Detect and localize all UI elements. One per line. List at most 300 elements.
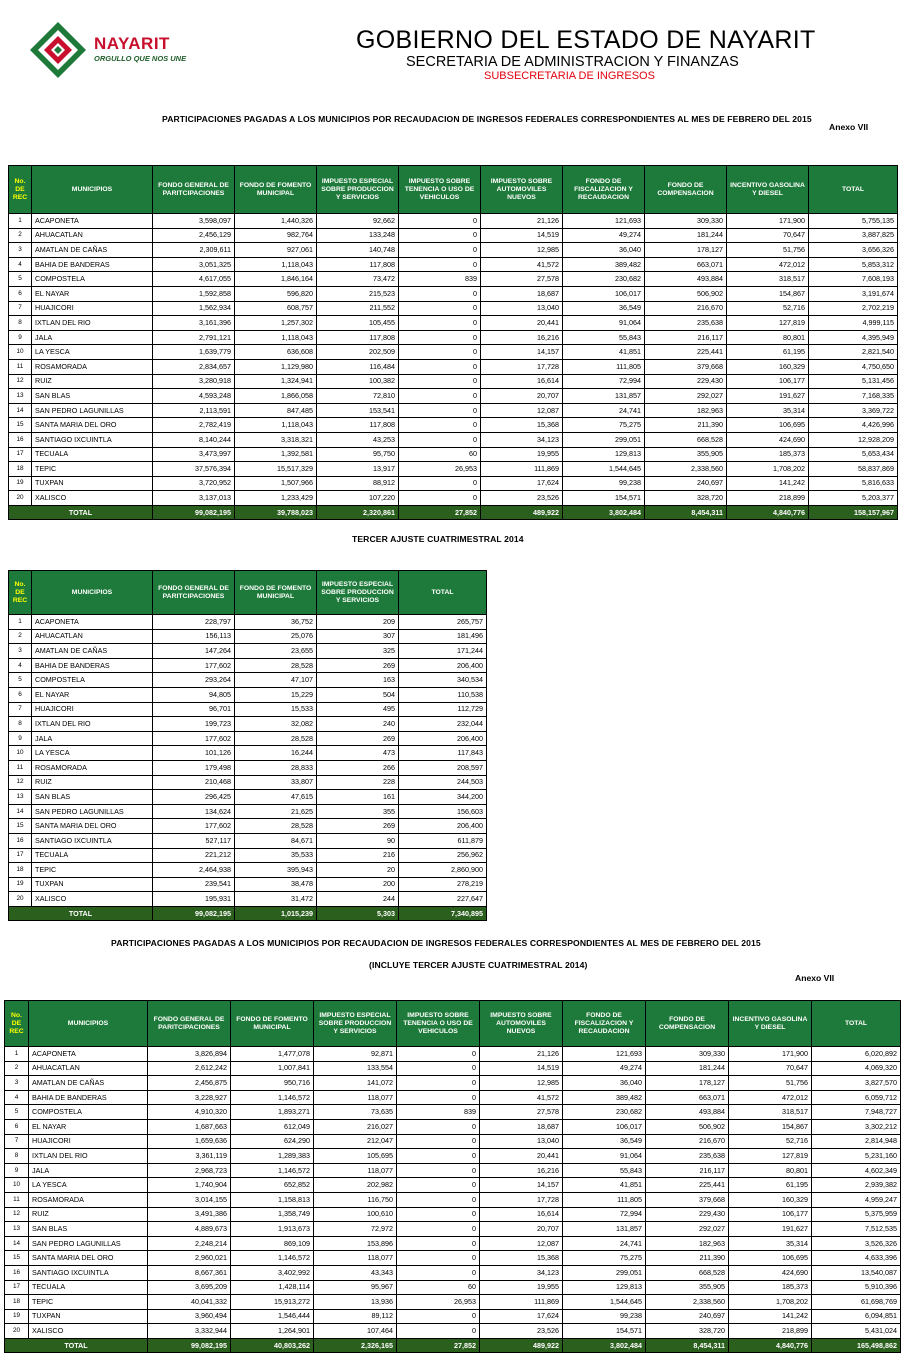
amount-cell: 1,129,980 [235,359,317,374]
amount-cell: 28,528 [235,658,317,673]
amount-cell: 612,049 [231,1119,314,1134]
column-header: FONDO DE COMPENSACION [645,166,727,214]
amount-cell: 153,896 [314,1236,397,1251]
amount-cell: 19,955 [481,447,563,462]
amount-cell: 80,801 [727,330,809,345]
amount-cell: 154,571 [563,1324,646,1339]
municipio-name: RUIZ [29,1207,148,1222]
row-number: 3 [5,1076,29,1091]
amount-cell: 26,953 [399,462,481,477]
row-number: 13 [9,389,32,404]
column-header: FONDO DE COMPENSACION [646,1001,729,1047]
amount-cell: 355,905 [646,1280,729,1295]
table-row [5,1309,901,1324]
table-row [9,892,487,907]
amount-cell: 216,117 [645,330,727,345]
amount-cell: 2,834,657 [153,359,235,374]
amount-cell: 215,523 [317,286,399,301]
table-row [9,257,898,272]
amount-cell: 0 [397,1236,480,1251]
amount-cell: 2,612,242 [148,1061,231,1076]
amount-cell: 4,889,673 [148,1222,231,1237]
row-number: 5 [9,272,32,287]
amount-cell: 3,473,997 [153,447,235,462]
amount-cell: 177,602 [153,819,235,834]
amount-cell: 0 [397,1178,480,1193]
amount-cell: 185,373 [729,1280,812,1295]
amount-cell: 8,140,244 [153,432,235,447]
amount-cell: 318,517 [727,272,809,287]
amount-cell: 17,728 [481,359,563,374]
amount-cell: 611,879 [399,833,487,848]
amount-cell: 216,670 [645,301,727,316]
amount-cell: 35,533 [235,848,317,863]
table-row [5,1119,901,1134]
table-row [9,790,487,805]
table-row [9,775,487,790]
amount-cell: 127,819 [727,316,809,331]
municipio-name: TEPIC [29,1295,148,1310]
row-number: 12 [5,1207,29,1222]
amount-cell: 107,220 [317,491,399,506]
amount-cell: 472,012 [727,257,809,272]
amount-cell: 240,697 [645,476,727,491]
amount-cell: 70,647 [727,228,809,243]
row-number: 15 [5,1251,29,1266]
municipio-name: JALA [32,731,153,746]
amount-cell: 89,112 [314,1309,397,1324]
amount-cell: 91,064 [563,1149,646,1164]
amount-cell: 112,729 [399,702,487,717]
amount-cell: 117,808 [317,330,399,345]
municipio-name: SAN BLAS [32,790,153,805]
amount-cell: 90 [317,833,399,848]
total-cell: 27,852 [397,1338,480,1353]
amount-cell: 3,302,212 [812,1119,901,1134]
municipio-name: SAN BLAS [32,389,153,404]
amount-cell: 80,801 [729,1163,812,1178]
amount-cell: 14,157 [481,345,563,360]
table-row [9,717,487,732]
amount-cell: 20,707 [480,1222,563,1237]
amount-cell: 35,314 [727,403,809,418]
amount-cell: 3,318,321 [235,432,317,447]
amount-cell: 0 [399,418,481,433]
amount-cell: 3,332,944 [148,1324,231,1339]
municipio-name: TUXPAN [29,1309,148,1324]
amount-cell: 266 [317,760,399,775]
amount-cell: 8,667,361 [148,1265,231,1280]
amount-cell: 256,962 [399,848,487,863]
amount-cell: 495 [317,702,399,717]
amount-cell: 95,967 [314,1280,397,1295]
amount-cell: 2,939,382 [812,1178,901,1193]
column-header: IMPUESTO SOBRE TENENCIA O USO DE VEHICULOS [397,1001,480,1047]
amount-cell: 70,647 [729,1061,812,1076]
amount-cell: 41,851 [563,1178,646,1193]
column-header: IMPUESTO ESPECIAL SOBRE PRODUCCION Y SERVICIOS [317,571,399,615]
amount-cell: 318,517 [729,1105,812,1120]
amount-cell: 1,158,813 [231,1192,314,1207]
amount-cell: 1,428,114 [231,1280,314,1295]
amount-cell: 210,468 [153,775,235,790]
amount-cell: 652,852 [231,1178,314,1193]
table-row [9,491,898,506]
amount-cell: 15,533 [235,702,317,717]
municipio-name: SANTIAGO IXCUINTLA [32,833,153,848]
amount-cell: 235,638 [646,1149,729,1164]
amount-cell: 100,382 [317,374,399,389]
amount-cell: 18,687 [481,286,563,301]
amount-cell: 17,624 [481,476,563,491]
municipio-name: AMATLAN DE CAÑAS [32,644,153,659]
row-number: 18 [5,1295,29,1310]
table-row [9,447,898,462]
amount-cell: 36,549 [563,301,645,316]
municipio-name: SANTA MARIA DEL ORO [29,1251,148,1266]
row-number: 16 [9,833,32,848]
amount-cell: 110,538 [399,687,487,702]
amount-cell: 121,693 [563,1047,646,1062]
row-number: 12 [9,775,32,790]
table-row [9,403,898,418]
amount-cell: 147,264 [153,644,235,659]
amount-cell: 0 [397,1265,480,1280]
amount-cell: 153,541 [317,403,399,418]
table-row [9,673,487,688]
amount-cell: 12,985 [481,243,563,258]
amount-cell: 141,072 [314,1076,397,1091]
amount-cell: 292,027 [646,1222,729,1237]
amount-cell: 49,274 [563,228,645,243]
row-number: 7 [9,702,32,717]
amount-cell: 216,670 [646,1134,729,1149]
amount-cell: 5,755,135 [809,214,898,229]
table-row [9,301,898,316]
total-cell: 3,802,484 [563,505,645,520]
municipio-name: HUAJICORI [29,1134,148,1149]
section1-title: PARTICIPACIONES PAGADAS A LOS MUNICIPIOS POR RECAUDACION DE INGRESOS FEDERALES CORRESPONDIENTES AL MES DE FEBRERO DEL 2015 [162,114,812,124]
amount-cell: 33,807 [235,775,317,790]
amount-cell: 6,020,892 [812,1047,901,1062]
amount-cell: 118,077 [314,1163,397,1178]
amount-cell: 0 [397,1047,480,1062]
amount-cell: 208,597 [399,760,487,775]
row-number: 1 [9,615,32,630]
row-number: 1 [9,214,32,229]
amount-cell: 1,233,429 [235,491,317,506]
column-header: TOTAL [809,166,898,214]
amount-cell: 3,887,825 [809,228,898,243]
amount-cell: 1,358,749 [231,1207,314,1222]
municipio-name: XALISCO [32,491,153,506]
amount-cell: 18,687 [480,1119,563,1134]
amount-cell: 1,146,572 [231,1251,314,1266]
amount-cell: 99,238 [563,1309,646,1324]
table-row [5,1207,901,1222]
amount-cell: 1,118,043 [235,330,317,345]
amount-cell: 92,662 [317,214,399,229]
amount-cell: 1,687,663 [148,1119,231,1134]
amount-cell: 216 [317,848,399,863]
municipio-name: SANTA MARIA DEL ORO [32,418,153,433]
total-row [9,906,487,921]
amount-cell: 0 [397,1149,480,1164]
amount-cell: 28,833 [235,760,317,775]
table-row [9,819,487,834]
amount-cell: 3,491,386 [148,1207,231,1222]
column-header: IMPUESTO SOBRE AUTOMOVILES NUEVOS [481,166,563,214]
amount-cell: 52,716 [729,1134,812,1149]
amount-cell: 141,242 [727,476,809,491]
municipio-name: BAHIA DE BANDERAS [32,257,153,272]
amount-cell: 5,131,456 [809,374,898,389]
municipio-name: SAN PEDRO LAGUNILLAS [32,403,153,418]
amount-cell: 2,456,129 [153,228,235,243]
nayarit-logo [28,18,208,82]
amount-cell: 24,741 [563,403,645,418]
amount-cell: 269 [317,731,399,746]
amount-cell: 1,507,966 [235,476,317,491]
municipio-name: COMPOSTELA [32,673,153,688]
total-cell: 8,454,311 [646,1338,729,1353]
row-number: 4 [5,1090,29,1105]
amount-cell: 28,528 [235,731,317,746]
amount-cell: 0 [399,389,481,404]
amount-cell: 32,082 [235,717,317,732]
amount-cell: 1,440,326 [235,214,317,229]
municipio-name: JALA [29,1163,148,1178]
amount-cell: 1,562,934 [153,301,235,316]
column-header: TOTAL [812,1001,901,1047]
amount-cell: 1,324,941 [235,374,317,389]
amount-cell: 75,275 [563,1251,646,1266]
amount-cell: 3,827,570 [812,1076,901,1091]
municipio-name: SANTA MARIA DEL ORO [32,819,153,834]
row-number: 20 [9,892,32,907]
amount-cell: 244 [317,892,399,907]
amount-cell: 131,857 [563,389,645,404]
amount-cell: 106,177 [727,374,809,389]
amount-cell: 0 [399,316,481,331]
total-cell: 4,840,776 [727,505,809,520]
municipio-name: COMPOSTELA [29,1105,148,1120]
amount-cell: 328,720 [645,491,727,506]
amount-cell: 15,517,329 [235,462,317,477]
total-cell: 99,082,195 [148,1338,231,1353]
amount-cell: 118,077 [314,1251,397,1266]
municipio-name: SAN PEDRO LAGUNILLAS [32,804,153,819]
table-tercer-ajuste [8,570,487,921]
amount-cell: 0 [397,1207,480,1222]
amount-cell: 211,552 [317,301,399,316]
amount-cell: 127,819 [729,1149,812,1164]
amount-cell: 12,087 [480,1236,563,1251]
municipio-name: EL NAYAR [29,1119,148,1134]
amount-cell: 51,756 [727,243,809,258]
municipio-name: EL NAYAR [32,286,153,301]
amount-cell: 228 [317,775,399,790]
column-header: TOTAL [399,571,487,615]
logo-tagline: ORGULLO QUE NOS UNE [94,54,187,63]
row-number: 14 [9,804,32,819]
amount-cell: 1,866,058 [235,389,317,404]
municipio-name: TEPIC [32,863,153,878]
amount-cell: 25,076 [235,629,317,644]
amount-cell: 36,752 [235,615,317,630]
amount-cell: 0 [399,359,481,374]
amount-cell: 493,884 [645,272,727,287]
amount-cell: 92,871 [314,1047,397,1062]
amount-cell: 340,534 [399,673,487,688]
amount-cell: 61,195 [727,345,809,360]
amount-cell: 0 [399,403,481,418]
column-header: FONDO DE FOMENTO MUNICIPAL [231,1001,314,1047]
page-title: GOBIERNO DEL ESTADO DE NAYARIT [356,26,816,54]
section1-annex: Anexo VII [829,122,869,132]
amount-cell: 72,994 [563,374,645,389]
column-header: INCENTIVO GASOLINA Y DIESEL [727,166,809,214]
amount-cell: 608,757 [235,301,317,316]
municipio-name: XALISCO [32,892,153,907]
column-header: MUNICIPIOS [29,1001,148,1047]
municipio-name: JALA [32,330,153,345]
table-row [5,1265,901,1280]
municipio-name: COMPOSTELA [32,272,153,287]
row-number: 20 [5,1324,29,1339]
amount-cell: 40,041,332 [148,1295,231,1310]
amount-cell: 202,509 [317,345,399,360]
amount-cell: 36,040 [563,1076,646,1091]
amount-cell: 4,426,996 [809,418,898,433]
amount-cell: 216,117 [646,1163,729,1178]
amount-cell: 94,805 [153,687,235,702]
amount-cell: 0 [399,432,481,447]
amount-cell: 668,528 [646,1265,729,1280]
amount-cell: 84,671 [235,833,317,848]
row-number: 17 [5,1280,29,1295]
amount-cell: 239,541 [153,877,235,892]
amount-cell: 506,902 [646,1119,729,1134]
table-row [5,1178,901,1193]
municipio-name: EL NAYAR [32,687,153,702]
amount-cell: 296,425 [153,790,235,805]
amount-cell: 293,264 [153,673,235,688]
amount-cell: 506,902 [645,286,727,301]
municipio-name: XALISCO [29,1324,148,1339]
amount-cell: 3,014,155 [148,1192,231,1207]
amount-cell: 117,808 [317,257,399,272]
total-cell: 489,922 [480,1338,563,1353]
row-number: 10 [9,746,32,761]
municipio-name: TUXPAN [32,877,153,892]
amount-cell: 13,540,087 [812,1265,901,1280]
row-number: 18 [9,462,32,477]
total-cell: 99,082,195 [153,906,235,921]
amount-cell: 156,603 [399,804,487,819]
amount-cell: 5,431,024 [812,1324,901,1339]
amount-cell: 96,701 [153,702,235,717]
amount-cell: 424,690 [727,432,809,447]
amount-cell: 41,572 [480,1090,563,1105]
table-row [5,1076,901,1091]
amount-cell: 0 [399,257,481,272]
amount-cell: 106,017 [563,286,645,301]
municipio-name: TUXPAN [32,476,153,491]
row-number: 3 [9,243,32,258]
column-header: INCENTIVO GASOLINA Y DIESEL [729,1001,812,1047]
amount-cell: 328,720 [646,1324,729,1339]
amount-cell: 0 [397,1119,480,1134]
table-row [9,877,487,892]
column-header: No. DE REC [5,1001,29,1047]
row-number: 11 [5,1192,29,1207]
amount-cell: 2,338,560 [645,462,727,477]
amount-cell: 1,257,302 [235,316,317,331]
table-row [9,644,487,659]
amount-cell: 178,127 [646,1076,729,1091]
amount-cell: 3,051,325 [153,257,235,272]
amount-cell: 355,905 [645,447,727,462]
municipio-name: LA YESCA [32,746,153,761]
amount-cell: 105,455 [317,316,399,331]
column-header: FONDO DE FOMENTO MUNICIPAL [235,571,317,615]
amount-cell: 91,064 [563,316,645,331]
amount-cell: 0 [399,286,481,301]
amount-cell: 389,482 [563,257,645,272]
amount-cell: 839 [397,1105,480,1120]
amount-cell: 4,959,247 [812,1192,901,1207]
amount-cell: 28,528 [235,819,317,834]
amount-cell: 0 [399,491,481,506]
amount-cell: 218,899 [729,1324,812,1339]
amount-cell: 212,047 [314,1134,397,1149]
table-row [9,214,898,229]
table-row [5,1105,901,1120]
amount-cell: 3,137,013 [153,491,235,506]
amount-cell: 4,593,248 [153,389,235,404]
municipio-name: TECUALA [29,1280,148,1295]
total-cell: 1,015,239 [235,906,317,921]
total-cell: 3,802,484 [563,1338,646,1353]
amount-cell: 663,071 [645,257,727,272]
amount-cell: 299,051 [563,432,645,447]
total-cell: 99,082,195 [153,505,235,520]
amount-cell: 43,253 [317,432,399,447]
amount-cell: 7,512,535 [812,1222,901,1237]
amount-cell: 15,368 [480,1251,563,1266]
row-number: 6 [9,687,32,702]
section3-annex: Anexo VII [795,973,835,983]
amount-cell: 26,953 [397,1295,480,1310]
amount-cell: 171,900 [729,1047,812,1062]
table-row [9,629,487,644]
row-number: 20 [9,491,32,506]
amount-cell: 160,329 [727,359,809,374]
table-row [5,1251,901,1266]
amount-cell: 636,608 [235,345,317,360]
amount-cell: 0 [397,1251,480,1266]
amount-cell: 27,578 [481,272,563,287]
amount-cell: 20,441 [480,1149,563,1164]
amount-cell: 0 [399,228,481,243]
amount-cell: 7,948,727 [812,1105,901,1120]
row-number: 8 [9,717,32,732]
amount-cell: 14,157 [480,1178,563,1193]
amount-cell: 3,695,209 [148,1280,231,1295]
amount-cell: 101,126 [153,746,235,761]
municipio-name: BAHIA DE BANDERAS [29,1090,148,1105]
